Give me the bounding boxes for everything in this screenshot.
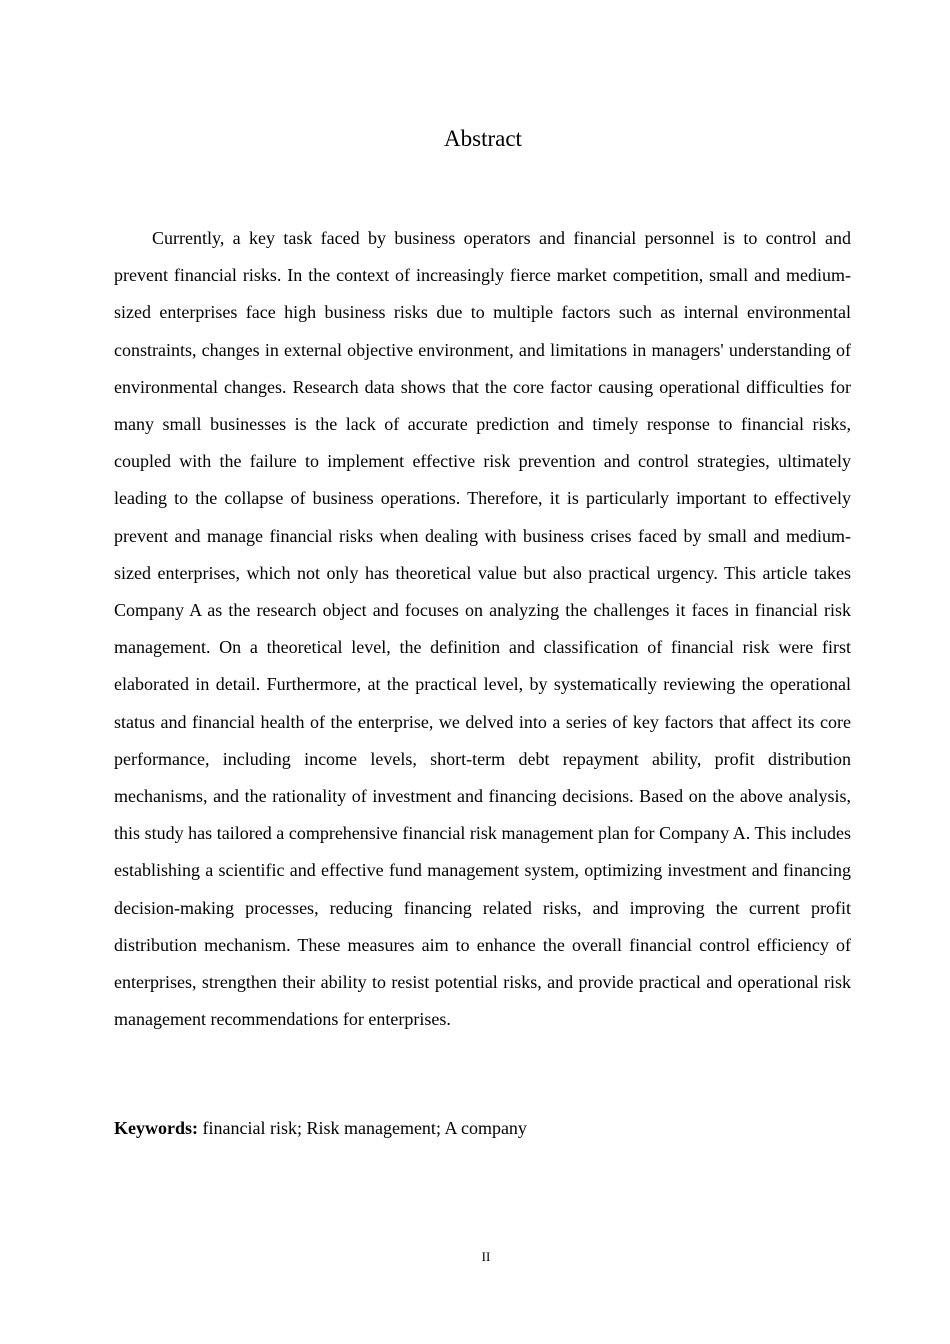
keywords-label: Keywords: (114, 1118, 198, 1138)
keywords-line (114, 1113, 851, 1143)
abstract-title: Abstract (444, 126, 522, 151)
page-number: II (481, 1249, 491, 1264)
abstract-body: Currently, a key task faced by business operators and financial personnel is to control and prevent financial risks. In the context of increasingly fierce market competition, small and medium-sized enterprises face high business risks due to multiple factors such as internal environmental constraints, changes in external objective environment, and limitations in managers' understanding of environmental changes. Research data shows that the core factor causing operational difficulties for many small businesses is the lack of accurate prediction and timely response to financial risks, coupled with the failure to implement effective risk prevention and control strategies, ultimately leading to the collapse of business operations. Therefore, it is particularly important to effectively prevent and manage financial risks when dealing with business crises faced by small and medium-sized enterprises, which not only has theoretical value but also practical urgency. This article takes Company A as the research object and focuses on analyzing the challenges it faces in financial risk management. On a theoretical level, the definition and classification of financial risk were first elaborated in detail. Furthermore, at the practical level, by systematically reviewing the operational status and financial health of the enterprise, we delved into a series of key factors that affect its core performance, including income levels, short-term debt repayment ability, profit distribution mechanisms, and the rationality of investment and financing decisions. Based on the above analysis, this study has tailored a comprehensive financial risk management plan for Company A. This includes establishing a scientific and effective fund management system, optimizing investment and financing decision-making processes, reducing financing related risks, and improving the current profit distribution mechanism. These measures aim to enhance the overall financial control efficiency of enterprises, strengthen their ability to resist potential risks, and provide practical and operational risk management recommendations for enterprises. (114, 228, 851, 1030)
keywords-value: financial risk; Risk management; A company (202, 1118, 527, 1138)
